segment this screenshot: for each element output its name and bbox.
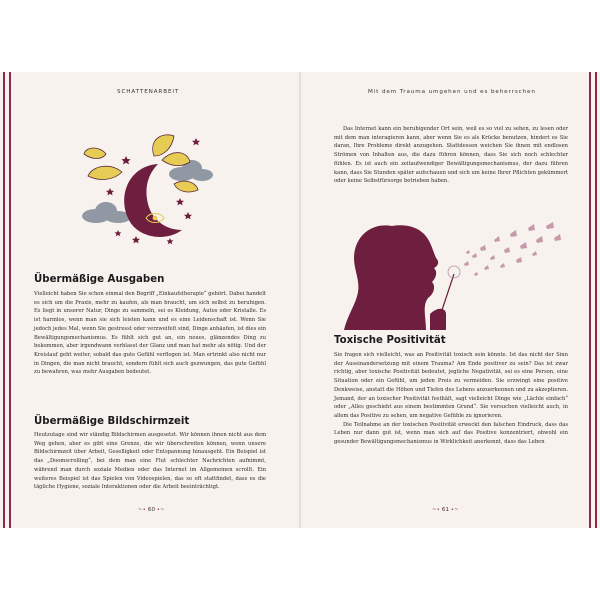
dandelion-head-icon (448, 266, 460, 278)
page-number-text: 61 (441, 507, 450, 513)
cloud-icon-left (82, 202, 131, 223)
butterfly-icons (464, 222, 561, 276)
woman-silhouette-icon (344, 225, 438, 330)
ornament-icon: •~ (450, 507, 459, 513)
ornament-icon: ~• (138, 507, 147, 513)
right-edge-band (595, 72, 597, 528)
paragraph-text: Vielleicht haben Sie schon einmal den Begriff „Einkaufstherapie“ gehört. Dabei handelt es sich um die Praxis, mehr zu kaufen, als man braucht, um sich selbst zu beruhigen. Es liegt in unserer Natur, Dinge zu sammeln, sei es Kleidung, Autos oder Kristalle. Es ist harmlos, wenn man sie sich leisten kann und es eine Leidenschaft ist. Wenn Sie jedoch jedes Mal, wenn Sie gestresst oder verzweifelt sind, Dinge anhäufen, ist dies ein Bewältigungsmechanismus. Es fühlt sich gut an, ein neues, glänzendes Ding zu bekommen, aber irgendwann verblasst der Glanz und man hat mehr als nötig. Und der Kreislauf geht weiter, sobald das gute Gefühl verflogen ist. Man ertrinkt also nicht nur in Dingen, die man nicht braucht, sondern fühlt sich auch gezwungen, das gute Gefühl zu bewahren, was mehr Ausgaben bedeutet. (34, 291, 266, 376)
paragraph-internet (334, 125, 568, 186)
left-page-number (138, 507, 165, 513)
heading-toxic-positivity: Toxische Positivität (334, 335, 446, 346)
paragraph-text: Das Internet kann ein beruhigender Ort sein, weil es so viel zu sehen, zu lesen oder mit dem man interagieren kann, aber wenn Sie es als Krücke benutzen, hindert es Sie daran, Ihre Probleme direkt anzugehen. Stattdessen weichen Sie ihnen mit endlosen Strömen von Inhalten aus, die dazu führen können, dass Sie sich noch schlechter fühlen. Es ist auch ein zeitaufwendiger Bewältigungsmechanismus, der dazu führen kann, dass Sie Stunden später aufschauen und sich um keine Ihrer Pflichten gekümmert oder keine Selbstfürsorge betrieben haben. (334, 126, 568, 185)
heading-excessive-screentime: Übermäßige Bildschirmzeit (34, 416, 190, 427)
left-edge-band (3, 72, 5, 528)
page-gutter (299, 72, 301, 528)
page-number-text: 60 (147, 507, 156, 513)
moon-illustration (78, 126, 218, 250)
heading-excessive-spending: Übermäßige Ausgaben (34, 274, 165, 285)
dandelion-stem-icon (442, 274, 454, 310)
paragraph-text: Heutzutage sind wir ständig Bildschirmen ausgesetzt. Wir können ihnen nicht aus dem Weg gehen, aber es gibt eine Grenze, die wir überschreiten können, wenn unsere Bildschirmzeit über Arbeit, Geselligkeit oder Entspannung hinausgeht. Ein Beispiel ist das „Doomscrolling“, bei dem man eine Flut schlechter Nachrichten aufnimmt, während man durch soziale Medien oder das Internet im Allgemeinen scrollt. Ein weiteres Beispiel ist das Spielen von Videospielen, das so oft stattfindet, dass es die tägliche Hygiene, soziale Interaktionen oder die Arbeit beeinträchtigt. (34, 432, 266, 491)
paragraph-excessive-spending (34, 290, 266, 377)
right-edge-band-inner (589, 72, 591, 528)
dandelion-illustration (334, 214, 568, 330)
paragraph-toxic-positivity (334, 351, 568, 447)
paragraph-excessive-screentime (34, 431, 266, 492)
left-running-head: SCHATTENARBEIT (117, 89, 180, 95)
ornament-icon: •~ (156, 507, 165, 513)
paragraph-text: Sie fragen sich vielleicht, was an Positivität toxisch sein könnte. Ist das nicht der Sinn der Auseinandersetzung mit einem Trauma? Am Ende positiver zu sein? Das ist zwar richtig, aber toxische Positivität bedeutet, jegliche Negativität, sei es eine Person, eine Situation oder ein Gefühl, um jeden Preis zu vermeiden. Sie erzwingt eine positive Denkweise, anstatt die Höhen und Tiefen des Lebens anzuerkennen und zu akzeptieren. Jemand, der an toxischer Positivität festhält, sagt vielleicht Dinge wie „Lächle einfach“ oder „Alles geschieht aus einem bestimmten Grund“. Sie versuchen vielleicht auch, in allem das Positive zu sehen, um negative Gefühle zu ignorieren. (334, 352, 568, 419)
paragraph-text: Die Teilnahme an der toxischen Positivität erweckt den falschen Eindruck, dass das Leben nur dann gut ist, wenn man sich auf das Positive konzentriert, obwohl ein gesunder Bewältigungsmechanismus in Wirklichkeit anerkennt, dass das Leben (334, 421, 568, 446)
left-edge-band-inner (9, 72, 11, 528)
hand-icon (430, 309, 446, 330)
ornament-icon: ~• (432, 507, 441, 513)
right-page-number (432, 507, 459, 513)
right-running-head: Mit dem Trauma umgehen und es beherrschen (368, 89, 536, 95)
